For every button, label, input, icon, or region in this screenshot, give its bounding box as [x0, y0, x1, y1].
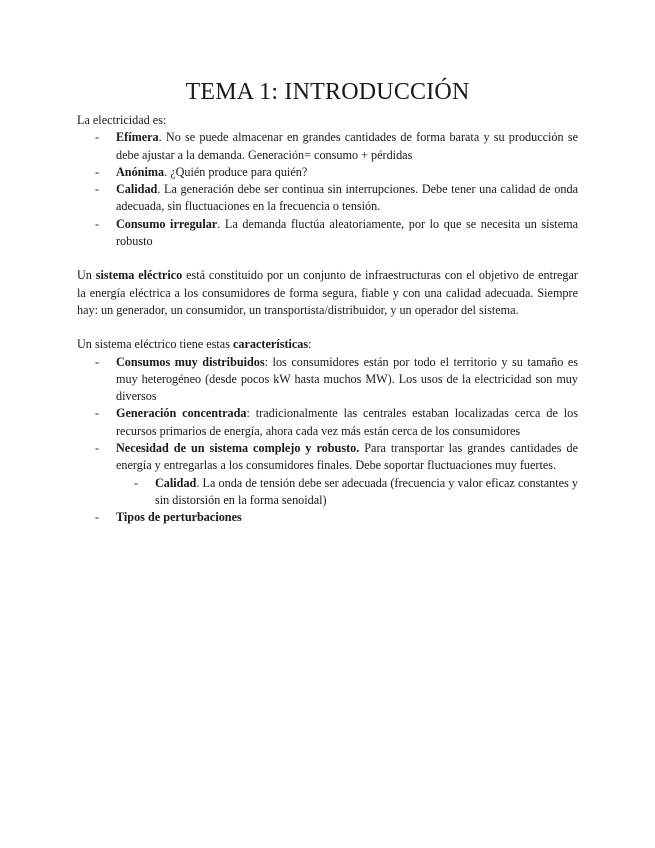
paragraph-text: : [308, 337, 312, 352]
list-item-term: Anónima [116, 164, 165, 179]
list-item-term: Calidad [116, 182, 158, 197]
characteristics-intro [77, 336, 578, 353]
list-item [77, 164, 578, 181]
list-item-term: Necesidad de un sistema complejo y robusto. [116, 441, 360, 456]
list-item [77, 181, 578, 216]
dash-bullet: - [95, 510, 100, 525]
list-item-term: Generación concentrada [116, 406, 247, 421]
dash-bullet: - [95, 406, 100, 421]
paragraph-text: Un sistema eléctrico tiene estas [77, 337, 234, 352]
spacer [77, 250, 578, 267]
page-title: TEMA 1: INTRODUCCIÓN [185, 79, 470, 105]
list-item-text: : los consumidores están por todo el territorio y su tamaño es muy heterogéneo (desde pocos kW hasta muchos MW). Los usos de la electricidad son muy diversos [116, 354, 578, 404]
list-item-term: Consumo irregular [116, 216, 218, 231]
list-item-text: : tradicionalmente las centrales estaban localizadas cerca de los recursos primarios de energía, ahora cada vez más están cerca de los consumidores [116, 406, 578, 438]
list-item-term: Consumos muy distribuidos [116, 354, 265, 369]
dash-bullet: - [95, 182, 100, 197]
electricity-properties-list [77, 129, 578, 250]
list-item-text: Para transportar las grandes cantidades de energía y entregarlas a los consumidores finales. Debe soportar fluctuaciones muy fuertes. [116, 441, 578, 473]
sub-list [116, 475, 578, 510]
electric-system-paragraph [77, 267, 578, 319]
list-item-text: . No se puede almacenar en grandes cantidades de forma barata y su producción se debe ajustar a la demanda. Generación= consumo + pérdidas [116, 130, 578, 162]
list-item [77, 216, 578, 251]
list-item-term: Calidad [155, 475, 197, 490]
list-item [77, 354, 578, 406]
dash-bullet: - [95, 164, 100, 179]
list-item-term: Efímera [116, 130, 159, 145]
dash-bullet: - [95, 216, 100, 231]
list-item-text: . La generación debe ser continua sin interrupciones. Debe tener una calidad de onda adecuada, sin fluctuaciones en la frecuencia o tensión. [116, 182, 578, 214]
list-item [77, 440, 578, 509]
dash-bullet: - [95, 441, 100, 456]
intro-text: La electricidad es: [77, 113, 167, 127]
list-item-term: Tipos de perturbaciones [116, 510, 242, 525]
list-item-text: . ¿Quién produce para quién? [164, 164, 308, 179]
list-item [77, 129, 578, 164]
paragraph-term: sistema eléctrico [95, 268, 183, 283]
list-item-text: . La demanda fluctúa aleatoriamente, por lo que se necesita un sistema robusto [116, 216, 578, 249]
paragraph-term: características [233, 337, 309, 352]
list-item-text: . La onda de tensión debe ser adecuada (frecuencia y valor eficaz constantes y sin distorsión en la forma senoidal) [155, 475, 578, 507]
paragraph-text: Un [77, 268, 96, 283]
sub-list-item [116, 475, 578, 510]
spacer [77, 319, 578, 336]
list-item [77, 405, 578, 440]
characteristics-list [77, 354, 578, 527]
list-item [77, 509, 578, 526]
dash-bullet: - [95, 130, 100, 145]
dash-bullet: - [95, 354, 100, 369]
paragraph-text: está constituido por un conjunto de infraestructuras con el objetivo de entregar la energía eléctrica a los consumidores de forma segura, fiable y con una calidad adecuada. Siempre hay: un generador, un consumidor, un transportista/distribuidor, y un operador del sistema. [77, 268, 578, 317]
dash-bullet: - [134, 475, 139, 490]
